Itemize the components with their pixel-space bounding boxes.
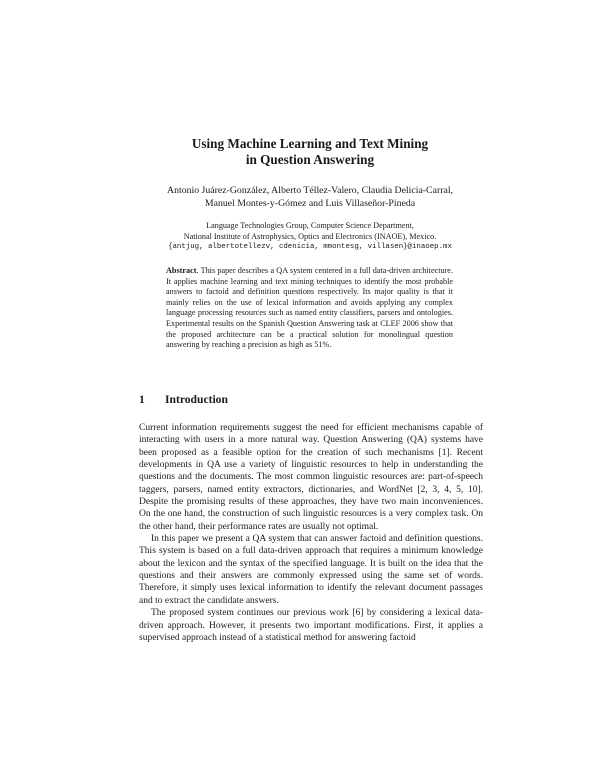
affiliation-line-2: National Institute of Astrophysics, Optics and Electronics (INAOE), Mexico. xyxy=(183,232,437,241)
paper-title xyxy=(100,136,520,168)
authors-line-1: Antonio Juárez-González, Alberto Téllez-Valero, Claudia Delicia-Carral, xyxy=(167,185,453,196)
title-line-1: Using Machine Learning and Text Mining xyxy=(191,136,429,151)
author-list xyxy=(100,184,520,210)
section-title: Introduction xyxy=(165,393,228,406)
abstract-text: . This paper describes a QA system centered in a full data-driven architecture. It applies machine learning and text mining techniques to identify the most probable answers to factoid and definition questions respectively. Its major quality is that it mainly relies on the use of lexical information and avoids applying any complex language processing resources such as named entity classifiers, parsers and ontologies. Experimental results on the Spanish Question Answering task at CLEF 2006 show that the proposed architecture can be a practical solution for monolingual question answering by reaching a precision as high as 51%. xyxy=(166,266,453,350)
abstract-label: Abstract xyxy=(166,266,197,275)
section-heading-introduction xyxy=(139,393,228,407)
author-emails: {antjug, albertotellezv, cdenicia, mmontesg, villasen}@inaoep.mx xyxy=(168,243,452,251)
paragraph-2: In this paper we present a QA system that can answer factoid and definition questions. This system is based on a full data-driven approach that requires a minimum knowledge about the lexicon and the syntax of the specified language. It is built on the idea that the questions and their answers are commonly expressed using the same set of words. Therefore, it simply uses lexical information to identify the relevant document passages and to extract the candidate answers. xyxy=(139,534,483,606)
authors-line-2: Manuel Montes-y-Gómez and Luis Villaseñor-Pineda xyxy=(204,198,416,209)
paragraph-1: Current information requirements suggest the need for efficient mechanisms capable of interacting with users in a more natural way. Question Answering (QA) systems have been proposed as a feasible option for the creation of such mechanisms [1]. Recent developments in QA use a variety of linguistic resources to help in understanding the questions and the documents. The most common linguistic resources are: part-of-speech taggers, parsers, named entity extractors, dictionaries, and WordNet [2, 3, 4, 5, 10]. Despite the promising results of these approaches, they have two main inconveniences. On the one hand, the construction of such linguistic resources is a very complex task. On the other hand, their performance rates are usually not optimal. xyxy=(139,423,483,532)
section-number: 1 xyxy=(139,393,145,406)
affiliation-line-1: Language Technologies Group, Computer Science Department, xyxy=(206,221,414,230)
abstract xyxy=(166,266,453,351)
title-line-2: in Question Answering xyxy=(245,152,375,167)
paragraph-3: The proposed system continues our previous work [6] by considering a lexical data-driven approach. However, it presents two important modifications. First, it applies a supervised approach instead of a statistical method for answering factoid xyxy=(139,608,483,643)
introduction-body xyxy=(139,422,483,644)
affiliation xyxy=(100,220,520,253)
